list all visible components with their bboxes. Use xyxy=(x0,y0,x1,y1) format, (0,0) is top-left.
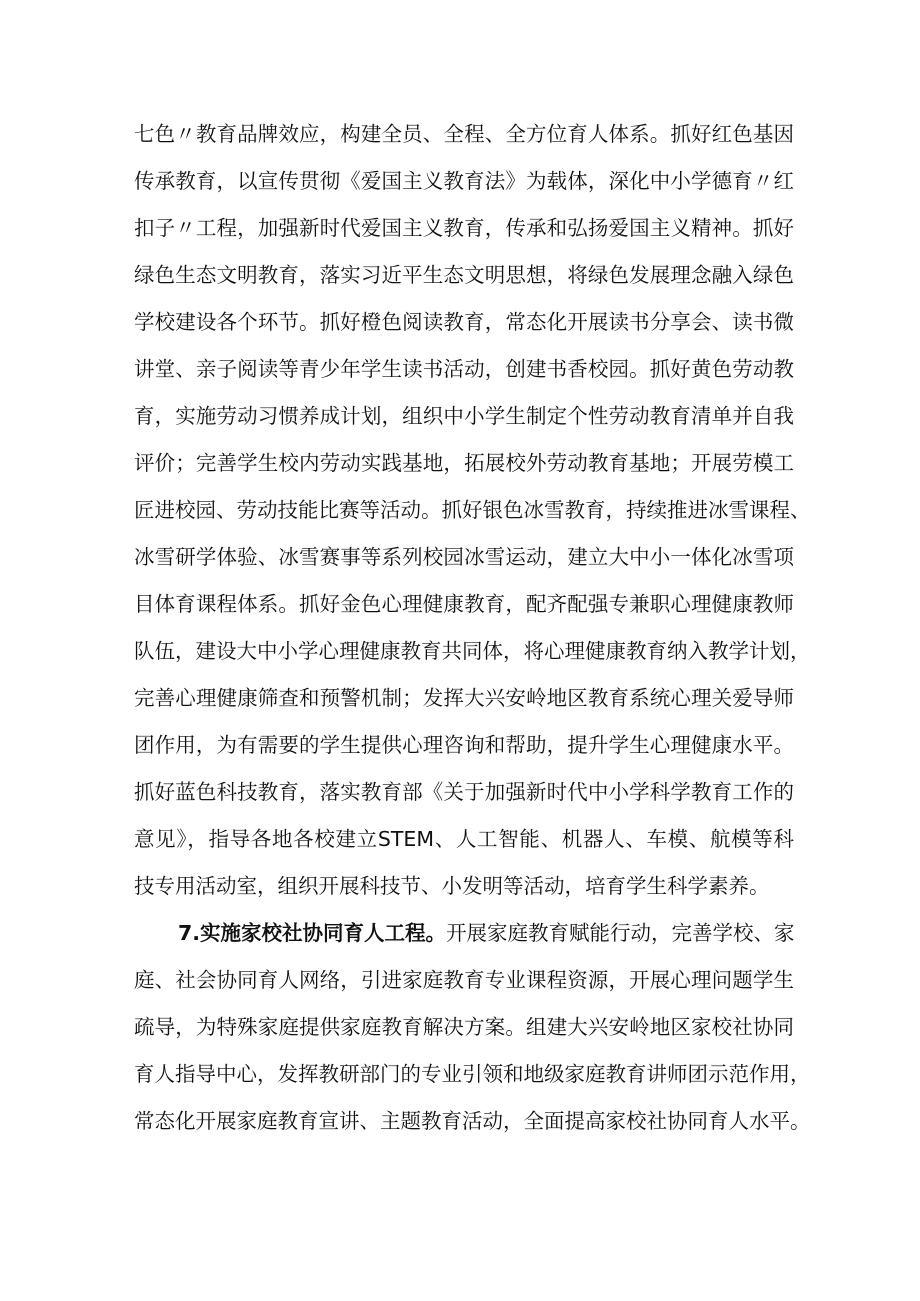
text-line: 七色〃教育品牌效应，构建全员、全程、全方位育人体系。抓好红色基因 xyxy=(134,122,794,146)
text-line: 意见》，指导各地各校建立STEM、人工智能、机器人、车模、航模等科 xyxy=(134,827,794,851)
text-line: 队伍，建设大中小学心理健康教育共同体，将心理健康教育纳入教学计划， xyxy=(134,639,811,663)
section-number: 7 xyxy=(178,921,193,945)
section-heading-line xyxy=(134,910,794,957)
text-line: 常态化开展家庭教育宣讲、主题教育活动，全面提高家校社协同育人水平。 xyxy=(134,1109,811,1133)
text-line: 冰雪研学体验、冰雪赛事等系列校园冰雪运动，建立大中小一体化冰雪项 xyxy=(134,545,794,569)
text-line: 绿色生态文明教育，落实习近平生态文明思想，将绿色发展理念融入绿色 xyxy=(134,263,794,287)
section-title: .实施家校社协同育人工程。 xyxy=(192,921,447,945)
text-line: 传承教育，以宣传贯彻《爱国主义教育法》为载体，深化中小学德育〃红 xyxy=(134,169,794,193)
text-line: 育，实施劳动习惯养成计划，组织中小学生制定个性劳动教育清单并自我 xyxy=(134,404,794,428)
text-line: 扣子〃工程，加强新时代爱国主义教育，传承和弘扬爱国主义精神。抓好 xyxy=(134,216,794,240)
text-line: 技专用活动室，组织开展科技节、小发明等活动，培育学生科学素养。 xyxy=(134,874,770,898)
paragraph-education-brands xyxy=(134,111,811,910)
text-line: 讲堂、亲子阅读等青少年学生读书活动，创建书香校园。抓好黄色劳动教 xyxy=(134,357,794,381)
text-line: 团作用，为有需要的学生提供心理咨询和帮助，提升学生心理健康水平。 xyxy=(134,733,794,757)
text-line: 庭、社会协同育人网络，引进家庭教育专业课程资源，开展心理问题学生 xyxy=(134,968,794,992)
text-line: 匠进校园、劳动技能比赛等活动。抓好银色冰雪教育，持续推进冰雪课程、 xyxy=(134,498,811,522)
paragraph-family-school-society xyxy=(134,910,811,1145)
text-line: 目体育课程体系。抓好金色心理健康教育，配齐配强专兼职心理健康教师 xyxy=(134,592,794,616)
text-line: 疏导，为特殊家庭提供家庭教育解决方案。组建大兴安岭地区家校社协同 xyxy=(134,1015,794,1039)
text-line: 评价；完善学生校内劳动实践基地，拓展校外劳动教育基地；开展劳模工 xyxy=(134,451,794,475)
text-run: 开展家庭教育赋能行动，完善学校、家 xyxy=(446,921,795,945)
text-line: 学校建设各个环节。抓好橙色阅读教育，常态化开展读书分享会、读书微 xyxy=(134,310,794,334)
text-line: 抓好蓝色科技教育，落实教育部《关于加强新时代中小学科学教育工作的 xyxy=(134,780,794,804)
text-line: 育人指导中心，发挥教研部门的专业引领和地级家庭教育讲师团示范作用， xyxy=(134,1062,811,1086)
text-line: 完善心理健康筛查和预警机制；发挥大兴安岭地区教育系统心理关爱导师 xyxy=(134,686,794,710)
document-body xyxy=(134,111,811,1145)
